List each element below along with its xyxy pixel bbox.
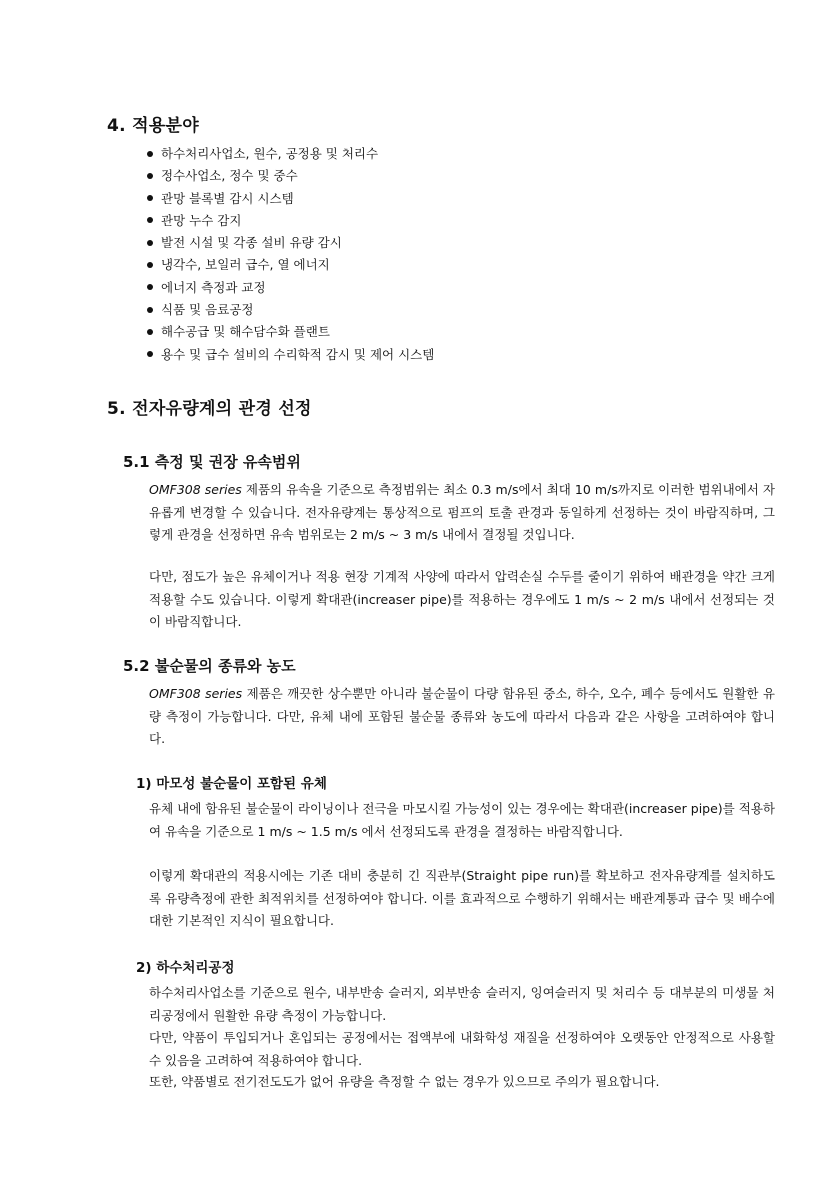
bullet-icon — [147, 329, 153, 335]
list-item: 관망 누수 감지 — [147, 210, 434, 232]
bullet-icon — [147, 284, 153, 290]
bullet-icon — [147, 173, 153, 179]
list-item: 용수 및 급수 설비의 수리학적 감시 및 제어 시스템 — [147, 344, 434, 366]
section-5-1-title: 5.1 측정 및 권장 유속범위 — [123, 453, 301, 471]
subsection-1-paragraph-2: 이렇게 확대관의 적용시에는 기존 대비 충분히 긴 직관부(Straight pipe run)를 확보하고 전자유량계를 설치하도록 유량측정에 관한 최적위치를 선정하여야 합니다. 이를 효과적으로 수행하기 위해서는 배관계통과 급수 및 배수에 대한 기본적인 지식이 필요합니다. — [149, 868, 775, 928]
bullet-icon — [147, 307, 153, 313]
product-name: OMF308 series — [149, 482, 242, 497]
section-5-title: 5. 전자유량계의 관경 선정 — [107, 399, 312, 419]
bullet-icon — [147, 262, 153, 268]
list-item: 식품 및 음료공정 — [147, 299, 434, 321]
subsection-1-paragraph-1: 유체 내에 함유된 불순물이 라이닝이나 전극을 마모시킬 가능성이 있는 경우에는 확대관(increaser pipe)를 적용하여 유속을 기준으로 1 m/s ~ 1.5 m/s 에서 선정되도록 관경을 결정하는 바람직합니다. — [149, 801, 775, 839]
list-item: 발전 시설 및 각종 설비 유량 감시 — [147, 232, 434, 254]
bullet-icon — [147, 195, 153, 201]
list-item: 관망 블록별 감시 시스템 — [147, 188, 434, 210]
section-4-title: 4. 적용분야 — [107, 116, 199, 136]
section-5-1-paragraph-2: 다만, 점도가 높은 유체이거나 적용 현장 기계적 사양에 따라서 압력손실 수두를 줄이기 위하여 배관경을 약간 크게 적용할 수도 있습니다. 이렇게 확대관(increaser pipe)를 적용하는 경우에도 1 m/s ~ 2 m/s 내에서 선정되는 것이 바람직합니다. — [149, 569, 775, 629]
bullet-icon — [147, 240, 153, 246]
subsection-1-title: 1) 마모성 불순물이 포함된 유체 — [136, 776, 327, 792]
bullet-icon — [147, 351, 153, 357]
list-item: 냉각수, 보일러 급수, 열 에너지 — [147, 254, 434, 276]
application-list — [147, 143, 434, 366]
product-name: OMF308 series — [149, 686, 243, 701]
list-item: 해수공급 및 해수담수화 플랜트 — [147, 321, 434, 343]
section-5-1-paragraph-1: OMF308 series 제품의 유속을 기준으로 측정범위는 최소 0.3 m/s에서 최대 10 m/s까지로 이러한 범위내에서 자유롭게 변경할 수 있습니다. 전자유량계는 통상적으로 펌프의 토출 관경과 동일하게 선정하는 것이 바람직하며, 그렇게 관경을 선정하면 유속 범위로는 2 m/s ~ 3 m/s 내에서 결정될 것입니다. — [149, 482, 775, 542]
list-item: 하수처리사업소, 원수, 공정용 및 처리수 — [147, 143, 434, 165]
section-5-2-paragraph-1: OMF308 series 제품은 깨끗한 상수뿐만 아니라 불순물이 다량 함유된 중소, 하수, 오수, 폐수 등에서도 원활한 유량 측정이 가능합니다. 다만, 유체 내에 포함된 불순물 종류와 농도에 따라서 다음과 같은 사항을 고려하여야 합니다. — [149, 686, 776, 746]
section-5-2-title: 5.2 불순물의 종류와 농도 — [123, 657, 296, 675]
bullet-icon — [147, 151, 153, 157]
subsection-2-paragraph-2: 다만, 약품이 투입되거나 혼입되는 공정에서는 접액부에 내화학성 재질을 선정하여야 오랫동안 안정적으로 사용할 수 있음을 고려하여 적용하여야 합니다. — [149, 1030, 775, 1068]
subsection-2-title: 2) 하수처리공정 — [136, 960, 235, 976]
list-item: 에너지 측정과 교정 — [147, 277, 434, 299]
subsection-2-paragraph-1: 하수처리사업소를 기준으로 원수, 내부반송 슬러지, 외부반송 슬러지, 잉여슬러지 및 처리수 등 대부분의 미생물 처리공정에서 원활한 유량 측정이 가능합니다. — [149, 985, 775, 1023]
bullet-icon — [147, 217, 153, 223]
subsection-2-paragraph-3: 또한, 약품별로 전기전도도가 없어 유량을 측정할 수 없는 경우가 있으므로 주의가 필요합니다. — [149, 1074, 660, 1089]
list-item: 정수사업소, 정수 및 중수 — [147, 165, 434, 187]
